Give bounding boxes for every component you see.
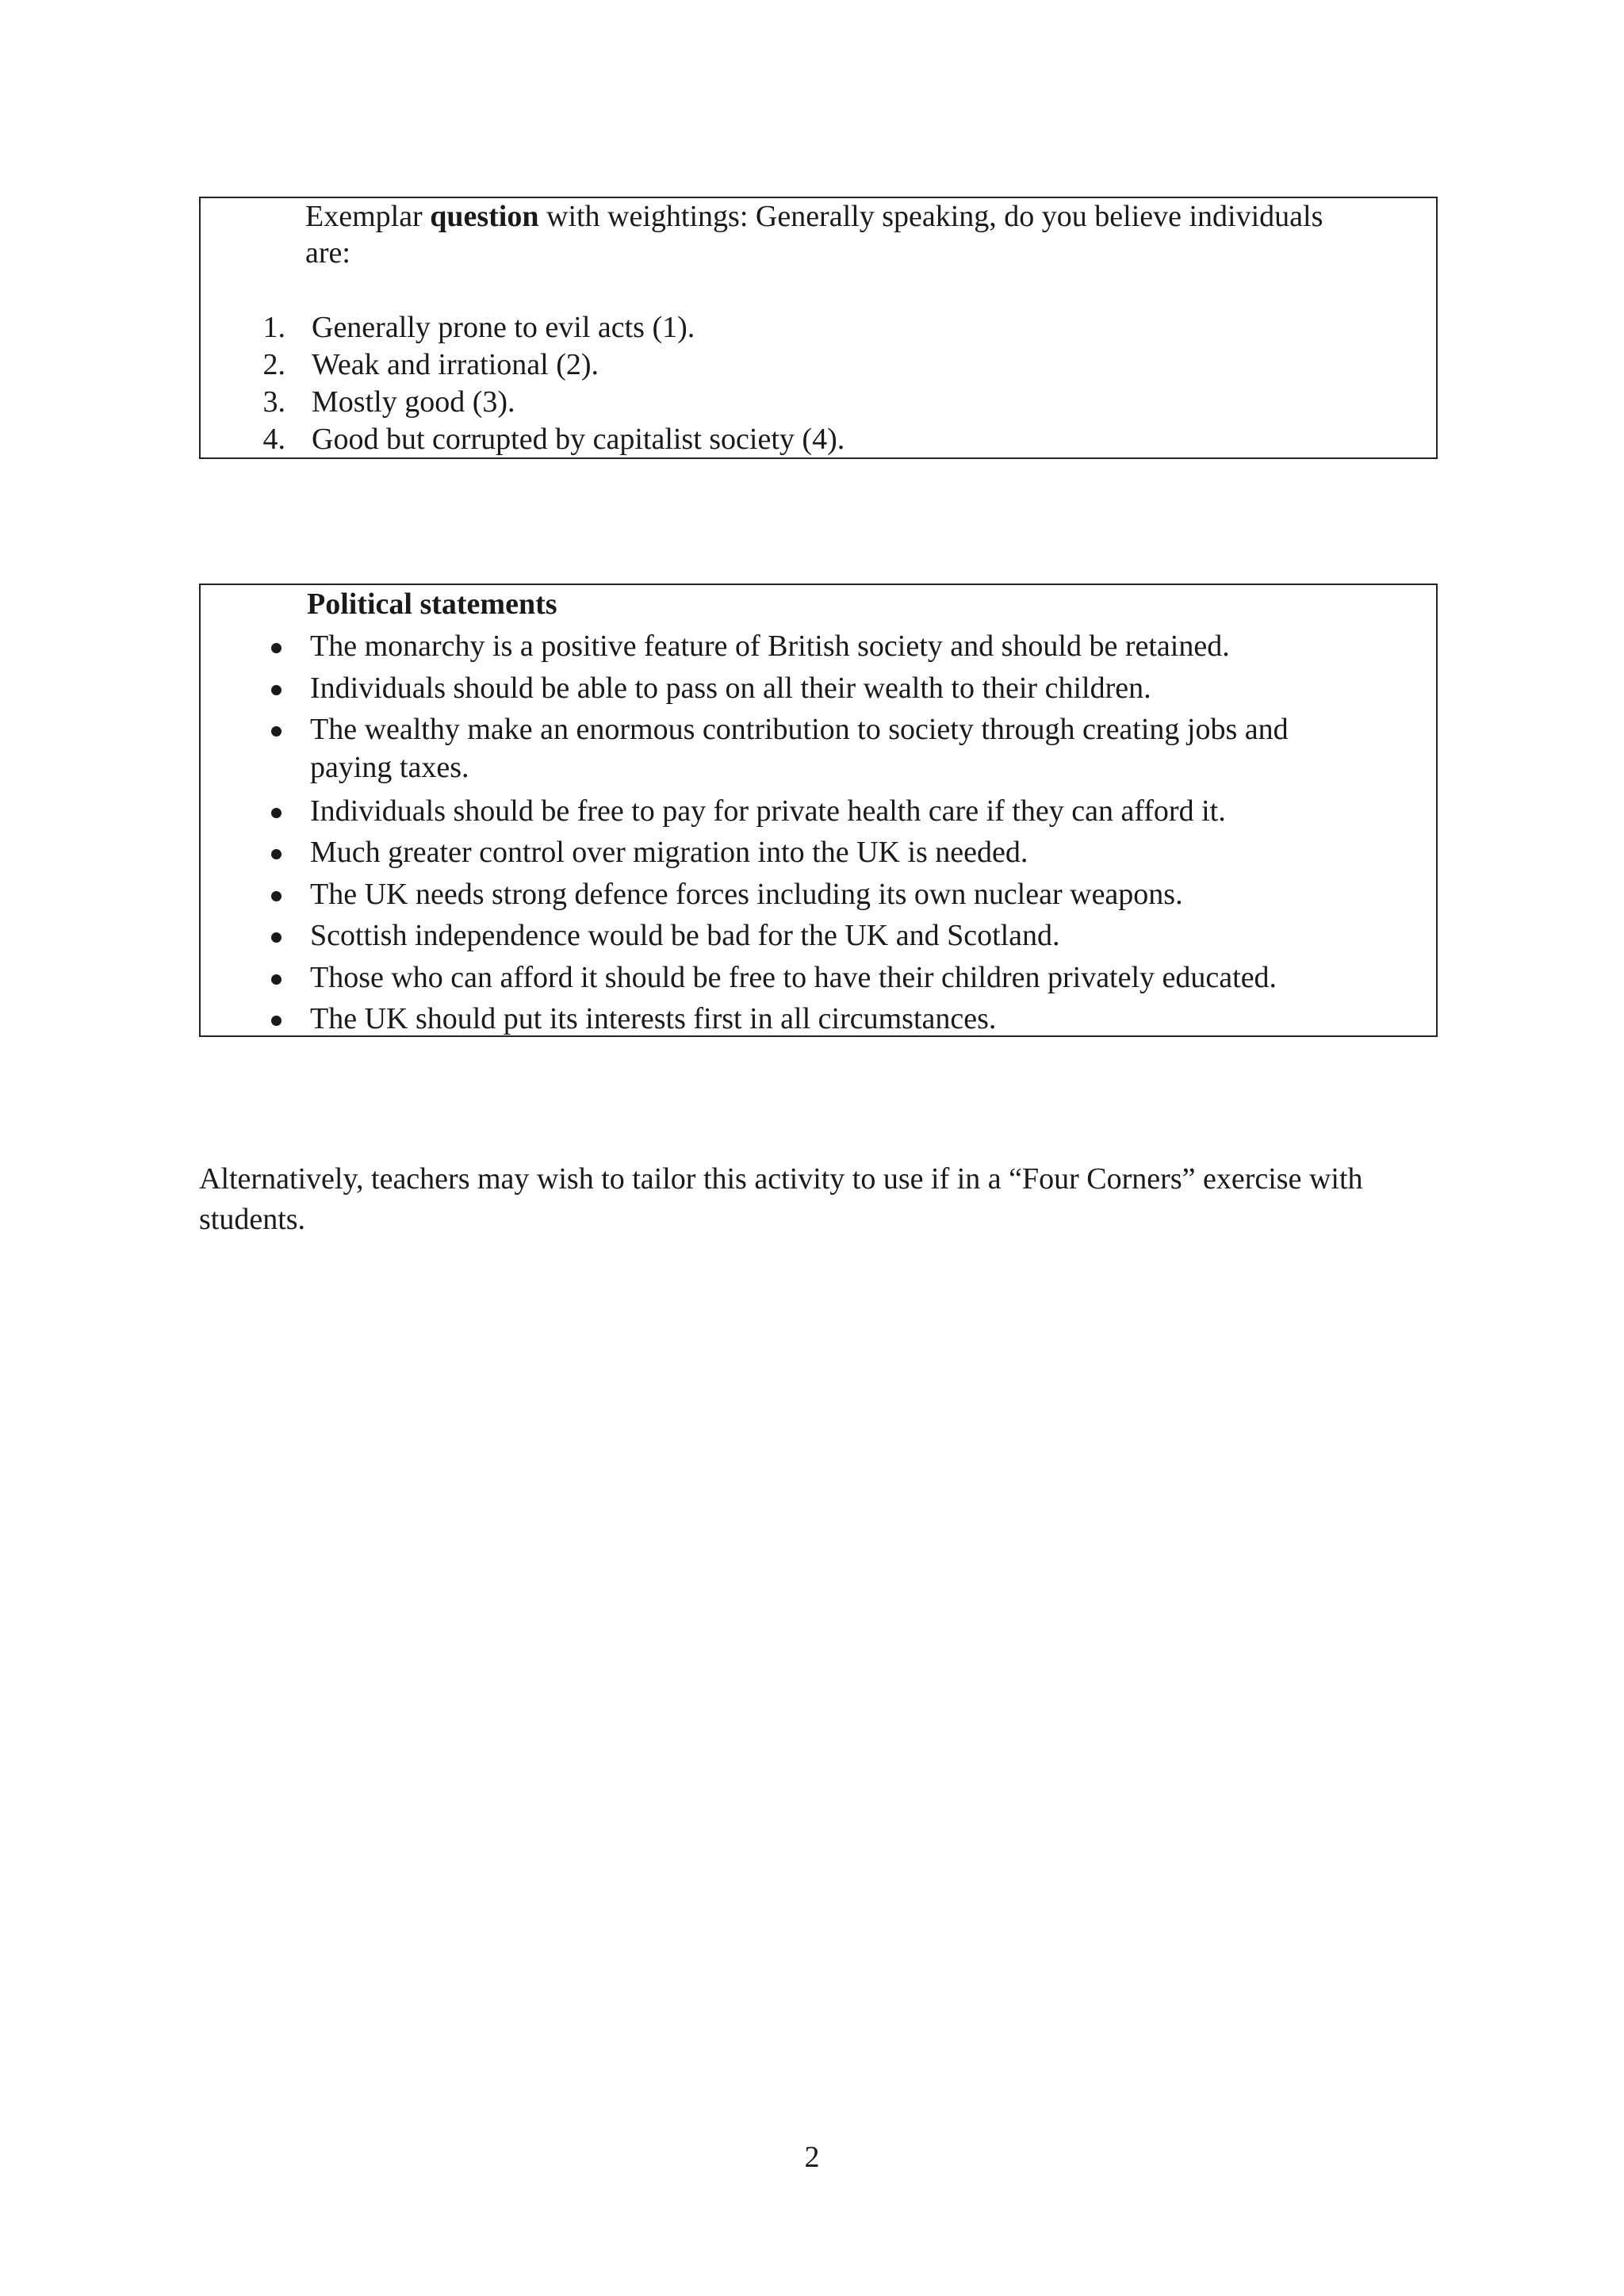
question-intro-line-1	[305, 198, 1323, 235]
bullet-icon	[271, 932, 282, 943]
statement-item: The UK should put its interests first in all circumstances.	[310, 1002, 997, 1035]
closing-paragraph-line-1: Alternatively, teachers may wish to tailor this activity to use if in a “Four Corners” exercise with	[199, 1162, 1363, 1196]
option-number: 3.	[262, 385, 285, 419]
bullet-icon	[271, 808, 282, 818]
option-text: Generally prone to evil acts (1).	[312, 311, 695, 344]
statement-item: Individuals should be able to pass on all their wealth to their children.	[310, 672, 1151, 705]
option-number: 4.	[262, 423, 285, 456]
question-intro-prefix: Exemplar	[305, 200, 423, 233]
statement-item: The UK needs strong defence forces including its own nuclear weapons.	[310, 878, 1183, 911]
question-intro-suffix: with weightings: Generally speaking, do you believe individuals	[546, 200, 1323, 233]
statements-heading	[307, 586, 557, 622]
option-number: 1.	[262, 311, 285, 344]
page-number: 2	[804, 2141, 820, 2174]
bullet-icon	[271, 849, 282, 859]
bullet-icon	[271, 974, 282, 985]
statement-item: The wealthy make an enormous contribution to society through creating jobs and	[310, 713, 1289, 746]
option-text: Good but corrupted by capitalist society (4).	[312, 423, 845, 456]
option-text: Weak and irrational (2).	[312, 348, 599, 381]
closing-paragraph-line-2: students.	[199, 1203, 306, 1236]
statement-item: Much greater control over migration into the UK is needed.	[310, 836, 1028, 869]
option-text: Mostly good (3).	[312, 385, 515, 419]
question-intro-line-2: are:	[305, 236, 350, 270]
bullet-icon	[271, 891, 282, 901]
statement-item: The monarchy is a positive feature of British society and should be retained.	[310, 629, 1230, 663]
bullet-icon	[271, 1016, 282, 1026]
statement-item: Individuals should be free to pay for private health care if they can afford it.	[310, 794, 1226, 828]
bullet-icon	[271, 685, 282, 695]
statement-item: Those who can afford it should be free to have their children privately educated.	[310, 961, 1277, 994]
statement-item-continuation: paying taxes.	[310, 751, 469, 784]
statement-item: Scottish independence would be bad for the UK and Scotland.	[310, 919, 1060, 952]
bullet-icon	[271, 726, 282, 737]
option-number: 2.	[262, 348, 285, 381]
statements-heading-text: Political statements	[307, 587, 557, 621]
question-intro-bold: question	[430, 200, 539, 233]
bullet-icon	[271, 643, 282, 653]
